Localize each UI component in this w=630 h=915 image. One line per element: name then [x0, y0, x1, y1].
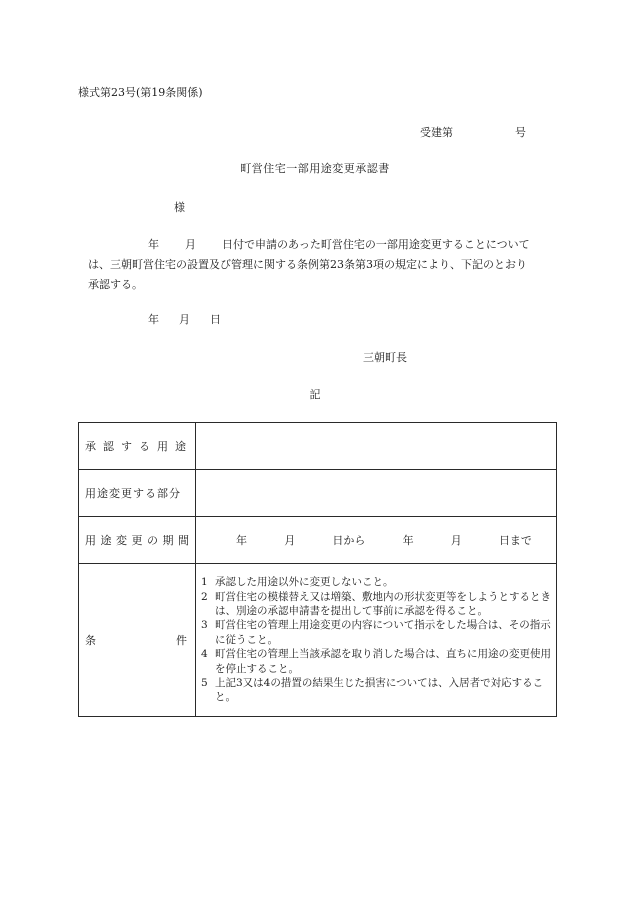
- approved-use-value: [196, 423, 557, 470]
- table-row-changed-part: [79, 470, 557, 517]
- condition-item: 5 上記3又は4の措置の結果生じた損害については、入居者で対応すること。: [201, 677, 544, 704]
- approved-use-label: 承認する用途: [79, 423, 196, 470]
- ki-heading: 記: [309, 388, 321, 401]
- conditions-label: 条 件: [79, 564, 196, 717]
- addressee-honorific: 様: [174, 201, 185, 214]
- conditions-value: [196, 564, 557, 717]
- period-to-day: 日まで: [498, 534, 532, 547]
- condition-item: 1 承認した用途以外に変更しないこと。: [201, 576, 394, 589]
- receipt-prefix: 受建第: [420, 126, 453, 139]
- issuer-name: 三朝町長: [363, 351, 407, 364]
- condition-item: 3 町営住宅の管理上用途変更の内容について指示をした場合は、その指示に従うこと。: [201, 619, 551, 646]
- period-from-month: 月: [284, 534, 296, 547]
- body-line-2: は、三朝町営住宅の設置及び管理に関する条例第23条第3項の規定により、下記のとおり: [88, 258, 527, 271]
- change-period-value: [196, 517, 557, 564]
- period-from-day: 日から: [332, 534, 366, 547]
- receipt-number: [420, 124, 526, 140]
- body-line-1: [88, 235, 560, 255]
- issue-day: 日: [210, 313, 221, 326]
- issue-date: [148, 311, 221, 327]
- issue-month: 月: [179, 313, 190, 326]
- body-line-1-text: 日付で申請のあった町営住宅の一部用途変更することについて: [222, 238, 530, 251]
- details-table: [78, 422, 557, 717]
- period-to-year: 年: [402, 534, 414, 547]
- body-year: 年: [148, 238, 159, 251]
- body-line-3: 承認する。: [88, 278, 143, 291]
- receipt-suffix: 号: [515, 126, 526, 139]
- changed-part-value: [196, 470, 557, 517]
- changed-part-label: 用途変更する部分: [79, 470, 196, 517]
- table-row-change-period: [79, 517, 557, 564]
- change-period-label: 用途変更の期間: [79, 517, 196, 564]
- conditions-list: [196, 573, 556, 707]
- condition-item: 4 町営住宅の管理上当該承認を取り消した場合は、直ちに用途の変更使用を停止すること。: [201, 648, 551, 675]
- condition-item: 2 町営住宅の模様替え又は増築、敷地内の形状変更等をしようとするときは、別途の承認申請書を提出して事前に承認を得ること。: [201, 590, 551, 617]
- body-month: 月: [185, 238, 196, 251]
- body-paragraph: [88, 235, 560, 295]
- document-title: 町営住宅一部用途変更承認書: [240, 162, 390, 175]
- period-to-month: 月: [450, 534, 462, 547]
- table-row-conditions: [79, 564, 557, 717]
- table-row-approved-use: [79, 423, 557, 470]
- form-number: 様式第23号(第19条関係): [78, 86, 203, 99]
- period-from-year: 年: [236, 534, 247, 547]
- issue-year: 年: [148, 313, 159, 326]
